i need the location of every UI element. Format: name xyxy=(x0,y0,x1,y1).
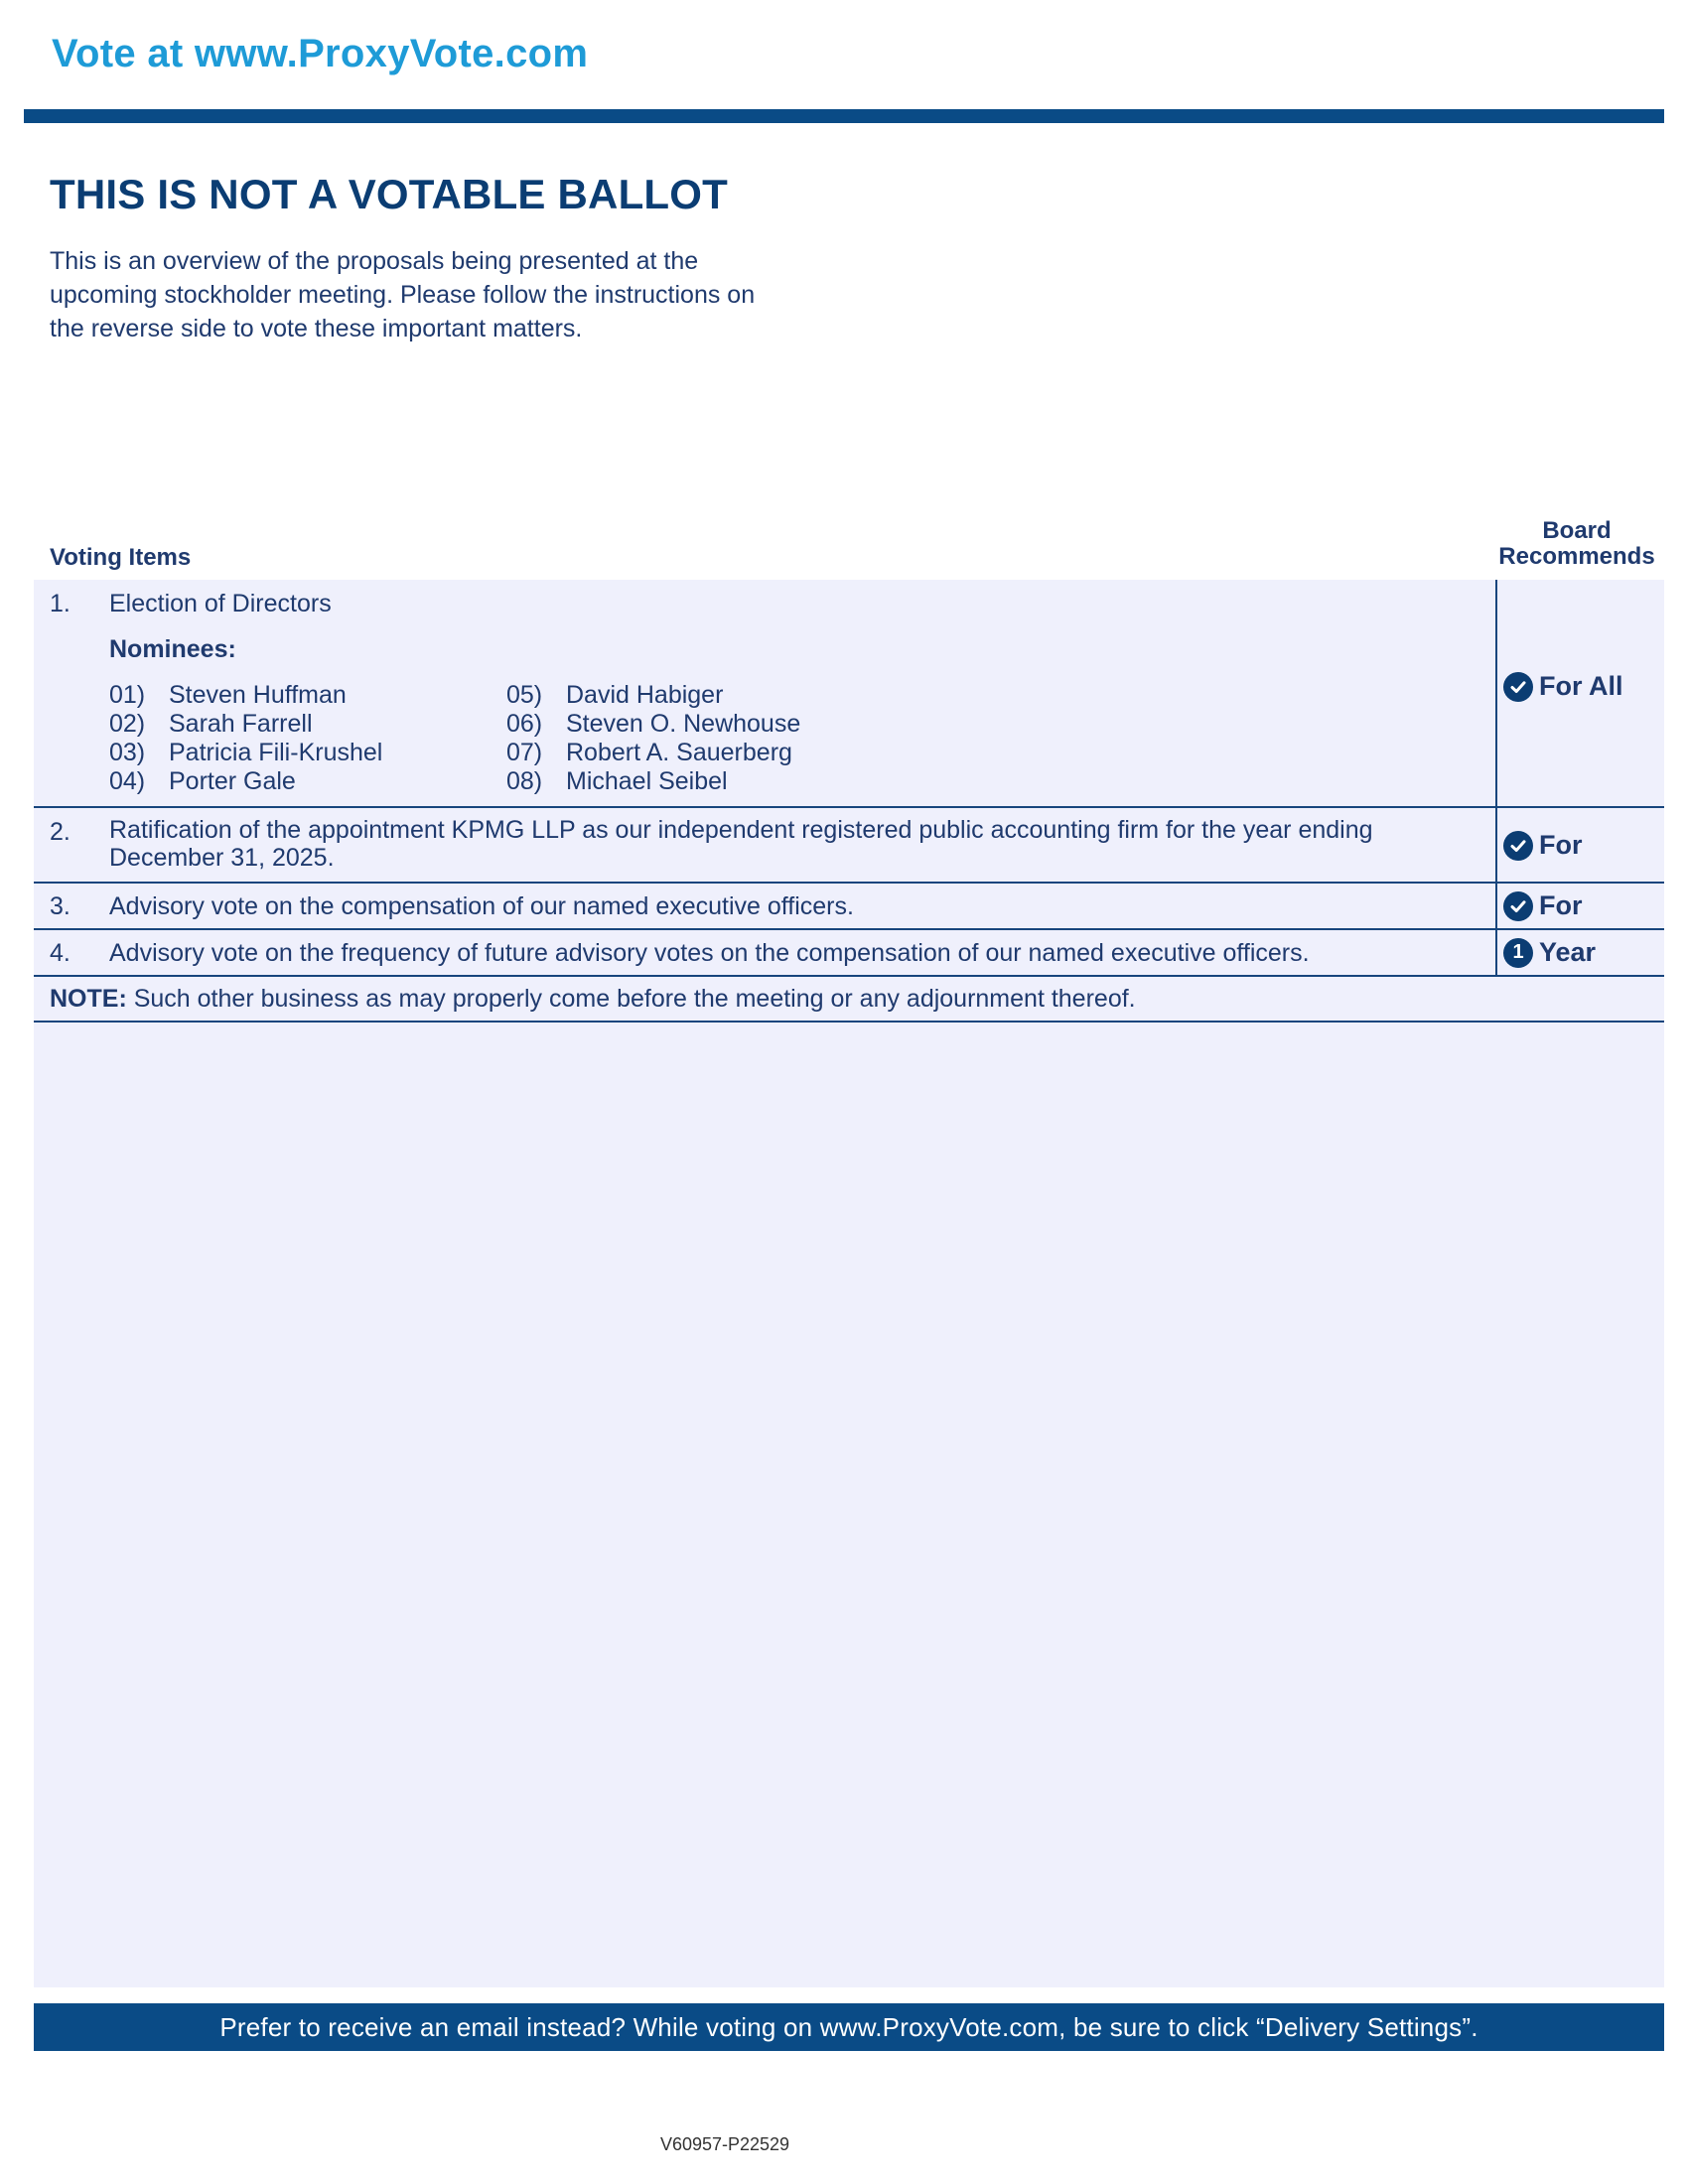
nominees-right-column xyxy=(506,681,800,796)
header-url: Vote at www.ProxyVote.com xyxy=(52,32,589,75)
document-code: V60957-P22529 xyxy=(659,2134,790,2154)
nominee xyxy=(506,681,800,710)
item-text-line-2: December 31, 2025. xyxy=(109,844,335,872)
nominee-name: Steven O. Newhouse xyxy=(566,710,801,738)
item-number: 3. xyxy=(50,892,70,920)
board-recommends-header xyxy=(1489,518,1664,570)
recommendation xyxy=(1503,830,1583,861)
recommendation-label: For xyxy=(1539,830,1583,860)
recommendation-cell xyxy=(1495,884,1666,928)
checkmark-icon xyxy=(1503,831,1533,861)
item-number: 2. xyxy=(50,818,70,846)
nominee xyxy=(506,767,800,796)
nominee-number: 01) xyxy=(109,681,146,709)
recommendation xyxy=(1503,671,1623,702)
page-title: THIS IS NOT A VOTABLE BALLOT xyxy=(50,171,729,217)
recommendation xyxy=(1503,937,1596,968)
nominee-number: 07) xyxy=(506,739,543,766)
note-label: NOTE: xyxy=(50,985,127,1013)
recommendation xyxy=(1503,890,1583,921)
item-text: Advisory vote on the frequency of future advisory votes on the compensation of our named executive officers. xyxy=(109,939,1310,967)
nominee-number: 04) xyxy=(109,767,146,795)
item-text-line-1: Ratification of the appointment KPMG LLP as our independent registered public accounting firm for the year ending xyxy=(109,816,1373,844)
recommendation-label: Year xyxy=(1539,937,1597,967)
note-body: Such other business as may properly come before the meeting or any adjournment thereof. xyxy=(126,985,1136,1013)
nominee-number: 05) xyxy=(506,681,543,709)
nominee xyxy=(506,739,800,767)
nominee xyxy=(109,681,382,710)
nominees-label: Nominees: xyxy=(109,635,236,663)
nominee xyxy=(109,767,382,796)
item-number: 1. xyxy=(50,590,70,617)
nominee-name: Michael Seibel xyxy=(566,767,728,795)
recommendation-cell xyxy=(1495,808,1666,882)
voting-item-1 xyxy=(34,580,1664,808)
nominee-number: 08) xyxy=(506,767,543,795)
item-number: 4. xyxy=(50,939,70,967)
intro-text xyxy=(50,244,844,345)
nominees-left-column xyxy=(109,681,382,796)
nominee-name: Sarah Farrell xyxy=(169,710,313,738)
footer-banner xyxy=(34,2003,1664,2051)
header-rule xyxy=(24,109,1664,123)
nominee-number: 03) xyxy=(109,739,146,766)
board-header-line-1: Board xyxy=(1542,517,1612,544)
voting-items-header: Voting Items xyxy=(50,544,192,571)
intro-line-3: the reverse side to vote these important matters. xyxy=(50,315,583,342)
nominee-name: David Habiger xyxy=(566,681,724,709)
voting-item-3 xyxy=(34,884,1664,930)
voting-item-4 xyxy=(34,930,1664,977)
checkmark-icon xyxy=(1503,672,1533,702)
note-row xyxy=(34,977,1664,1023)
intro-line-2: upcoming stockholder meeting. Please follow the instructions on xyxy=(50,281,756,309)
nominee-number: 02) xyxy=(109,710,146,738)
number-one-icon: 1 xyxy=(1503,938,1533,968)
item-text: Advisory vote on the compensation of our named executive officers. xyxy=(109,892,854,920)
recommendation-label: For xyxy=(1539,890,1583,920)
footer-text: Prefer to receive an email instead? While voting on www.ProxyVote.com, be sure to click “Delivery Settings”. xyxy=(219,2011,1478,2042)
note-text xyxy=(50,985,1136,1014)
recommendation-cell xyxy=(1495,930,1666,975)
nominee-name: Patricia Fili-Krushel xyxy=(169,739,383,766)
recommendation-cell xyxy=(1495,580,1666,806)
nominee xyxy=(109,710,382,739)
board-header-line-2: Recommends xyxy=(1498,543,1655,570)
nominee-number: 06) xyxy=(506,710,543,738)
intro-line-1: This is an overview of the proposals being presented at the xyxy=(50,247,699,275)
recommendation-label: For All xyxy=(1539,671,1623,701)
item-text xyxy=(109,816,1509,872)
nominee-name: Steven Huffman xyxy=(169,681,347,709)
nominee xyxy=(109,739,382,767)
nominee-name: Robert A. Sauerberg xyxy=(566,739,792,766)
checkmark-icon xyxy=(1503,891,1533,921)
nominee xyxy=(506,710,800,739)
nominee-name: Porter Gale xyxy=(169,767,296,795)
voting-item-2 xyxy=(34,808,1664,884)
item-text: Election of Directors xyxy=(109,590,332,617)
